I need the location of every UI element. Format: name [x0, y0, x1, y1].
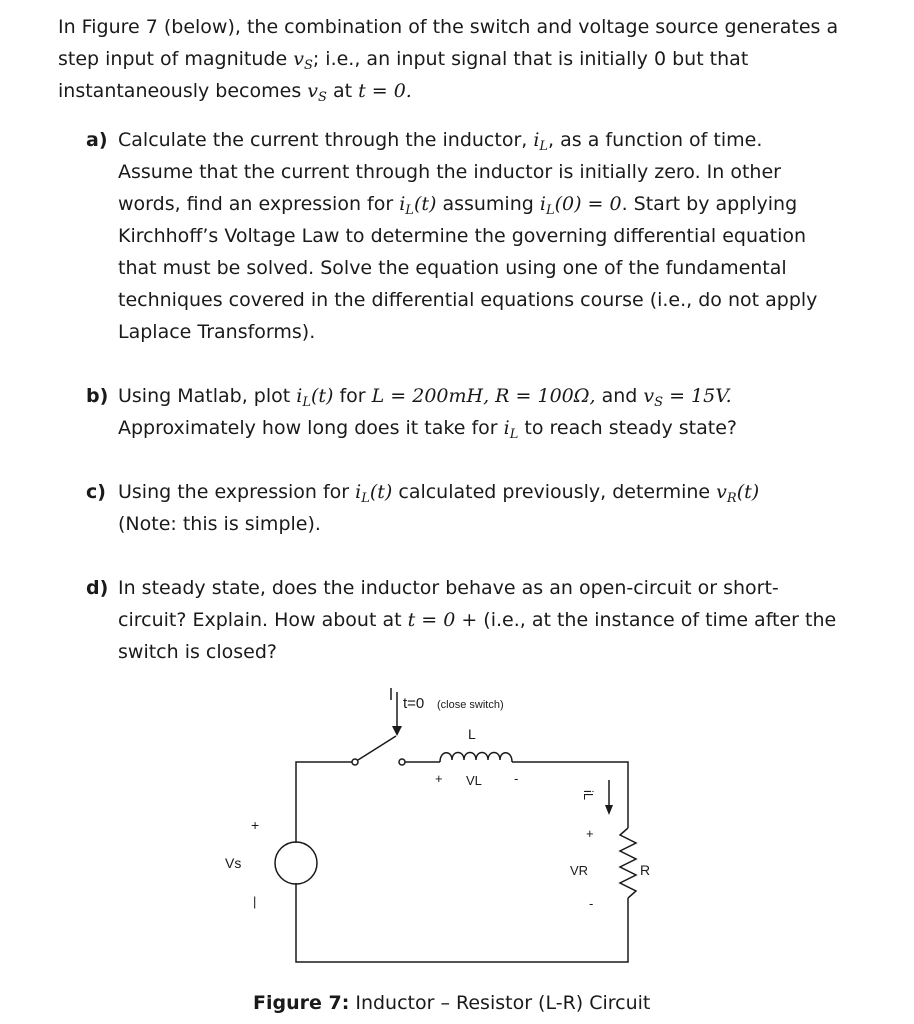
vs-minus: |	[253, 894, 257, 909]
vl-plus: +	[435, 771, 443, 786]
vs-plus: +	[251, 817, 260, 833]
question-c-line-1: Using the expression for $i_L(t)$ calculated previously, determine $v_R(t)$	[118, 481, 760, 506]
question-b-line-2: Approximately how long does it take for $i_L$ to reach steady state?	[118, 417, 737, 442]
question-d-line-2: circuit? Explain. How about at t = 0 + (i.e., at the instance of time after the	[118, 609, 837, 631]
wire-top-right	[512, 762, 628, 828]
question-b-label: b)	[86, 385, 109, 407]
vl-minus: -	[514, 771, 519, 786]
intro-line-3: instantaneously becomes $v_S$ at t = 0.	[58, 80, 412, 105]
question-a-line-4: Kirchhoff’s Voltage Law to determine the governing differential equation	[118, 225, 807, 247]
il-label: iL	[581, 790, 596, 801]
current-arrow-head	[605, 805, 613, 815]
vr-plus: +	[586, 826, 594, 841]
figure-caption-label: Figure 7:	[253, 992, 350, 1014]
vs-label: Vs	[225, 855, 242, 871]
intro-line-2: step input of magnitude $v_S$; i.e., an input signal that is initially 0 but that	[58, 48, 749, 73]
voltage-source	[275, 842, 317, 884]
question-b-line-1: Using Matlab, plot $i_L(t)$ for L = 200mH, R = 100Ω, and $v_S = 15V$.	[118, 385, 732, 410]
switch-terminal-left	[352, 759, 358, 765]
vr-label: VR	[570, 863, 589, 878]
question-c-label: c)	[86, 481, 106, 503]
question-a-line-1: Calculate the current through the inductor, $i_L$, as a function of time.	[118, 129, 763, 154]
switch-arrow-head	[392, 726, 402, 736]
switch-label: t=0	[403, 695, 425, 712]
wire-top-left	[296, 762, 352, 843]
resistor-zigzag	[620, 828, 636, 898]
question-a-line-2: Assume that the current through the inductor is initially zero. In other	[118, 161, 781, 183]
vr-minus: -	[589, 896, 594, 911]
switch-blade	[358, 736, 396, 760]
question-d-line-1: In steady state, does the inductor behave as an open-circuit or short-	[118, 577, 779, 599]
inductor-coil	[440, 753, 512, 763]
question-c-line-2: (Note: this is simple).	[118, 513, 321, 535]
question-d-label: d)	[86, 577, 109, 599]
wire-bottom	[296, 883, 628, 962]
r-label: R	[640, 862, 651, 878]
intro-line-1: In Figure 7 (below), the combination of the switch and voltage source generates a	[58, 16, 839, 38]
question-a-label: a)	[86, 129, 108, 151]
question-a-line-6: techniques covered in the differential equations course (i.e., do not apply	[118, 289, 818, 311]
switch-terminal-right	[399, 759, 405, 765]
figure-caption-text: Inductor – Resistor (L-R) Circuit	[349, 992, 651, 1014]
switch-note: (close switch)	[437, 699, 504, 711]
question-a-line-7: Laplace Transforms).	[118, 321, 316, 343]
question-a-line-5: that must be solved. Solve the equation using one of the fundamental	[118, 257, 787, 279]
inductor-label: L	[468, 726, 476, 742]
vl-label: VL	[466, 773, 482, 788]
question-a-line-3: words, find an expression for $i_L(t)$ assuming $i_L(0) = 0$. Start by applying	[118, 193, 798, 218]
figure-caption	[253, 988, 650, 1018]
question-d-line-3: switch is closed?	[118, 641, 277, 663]
